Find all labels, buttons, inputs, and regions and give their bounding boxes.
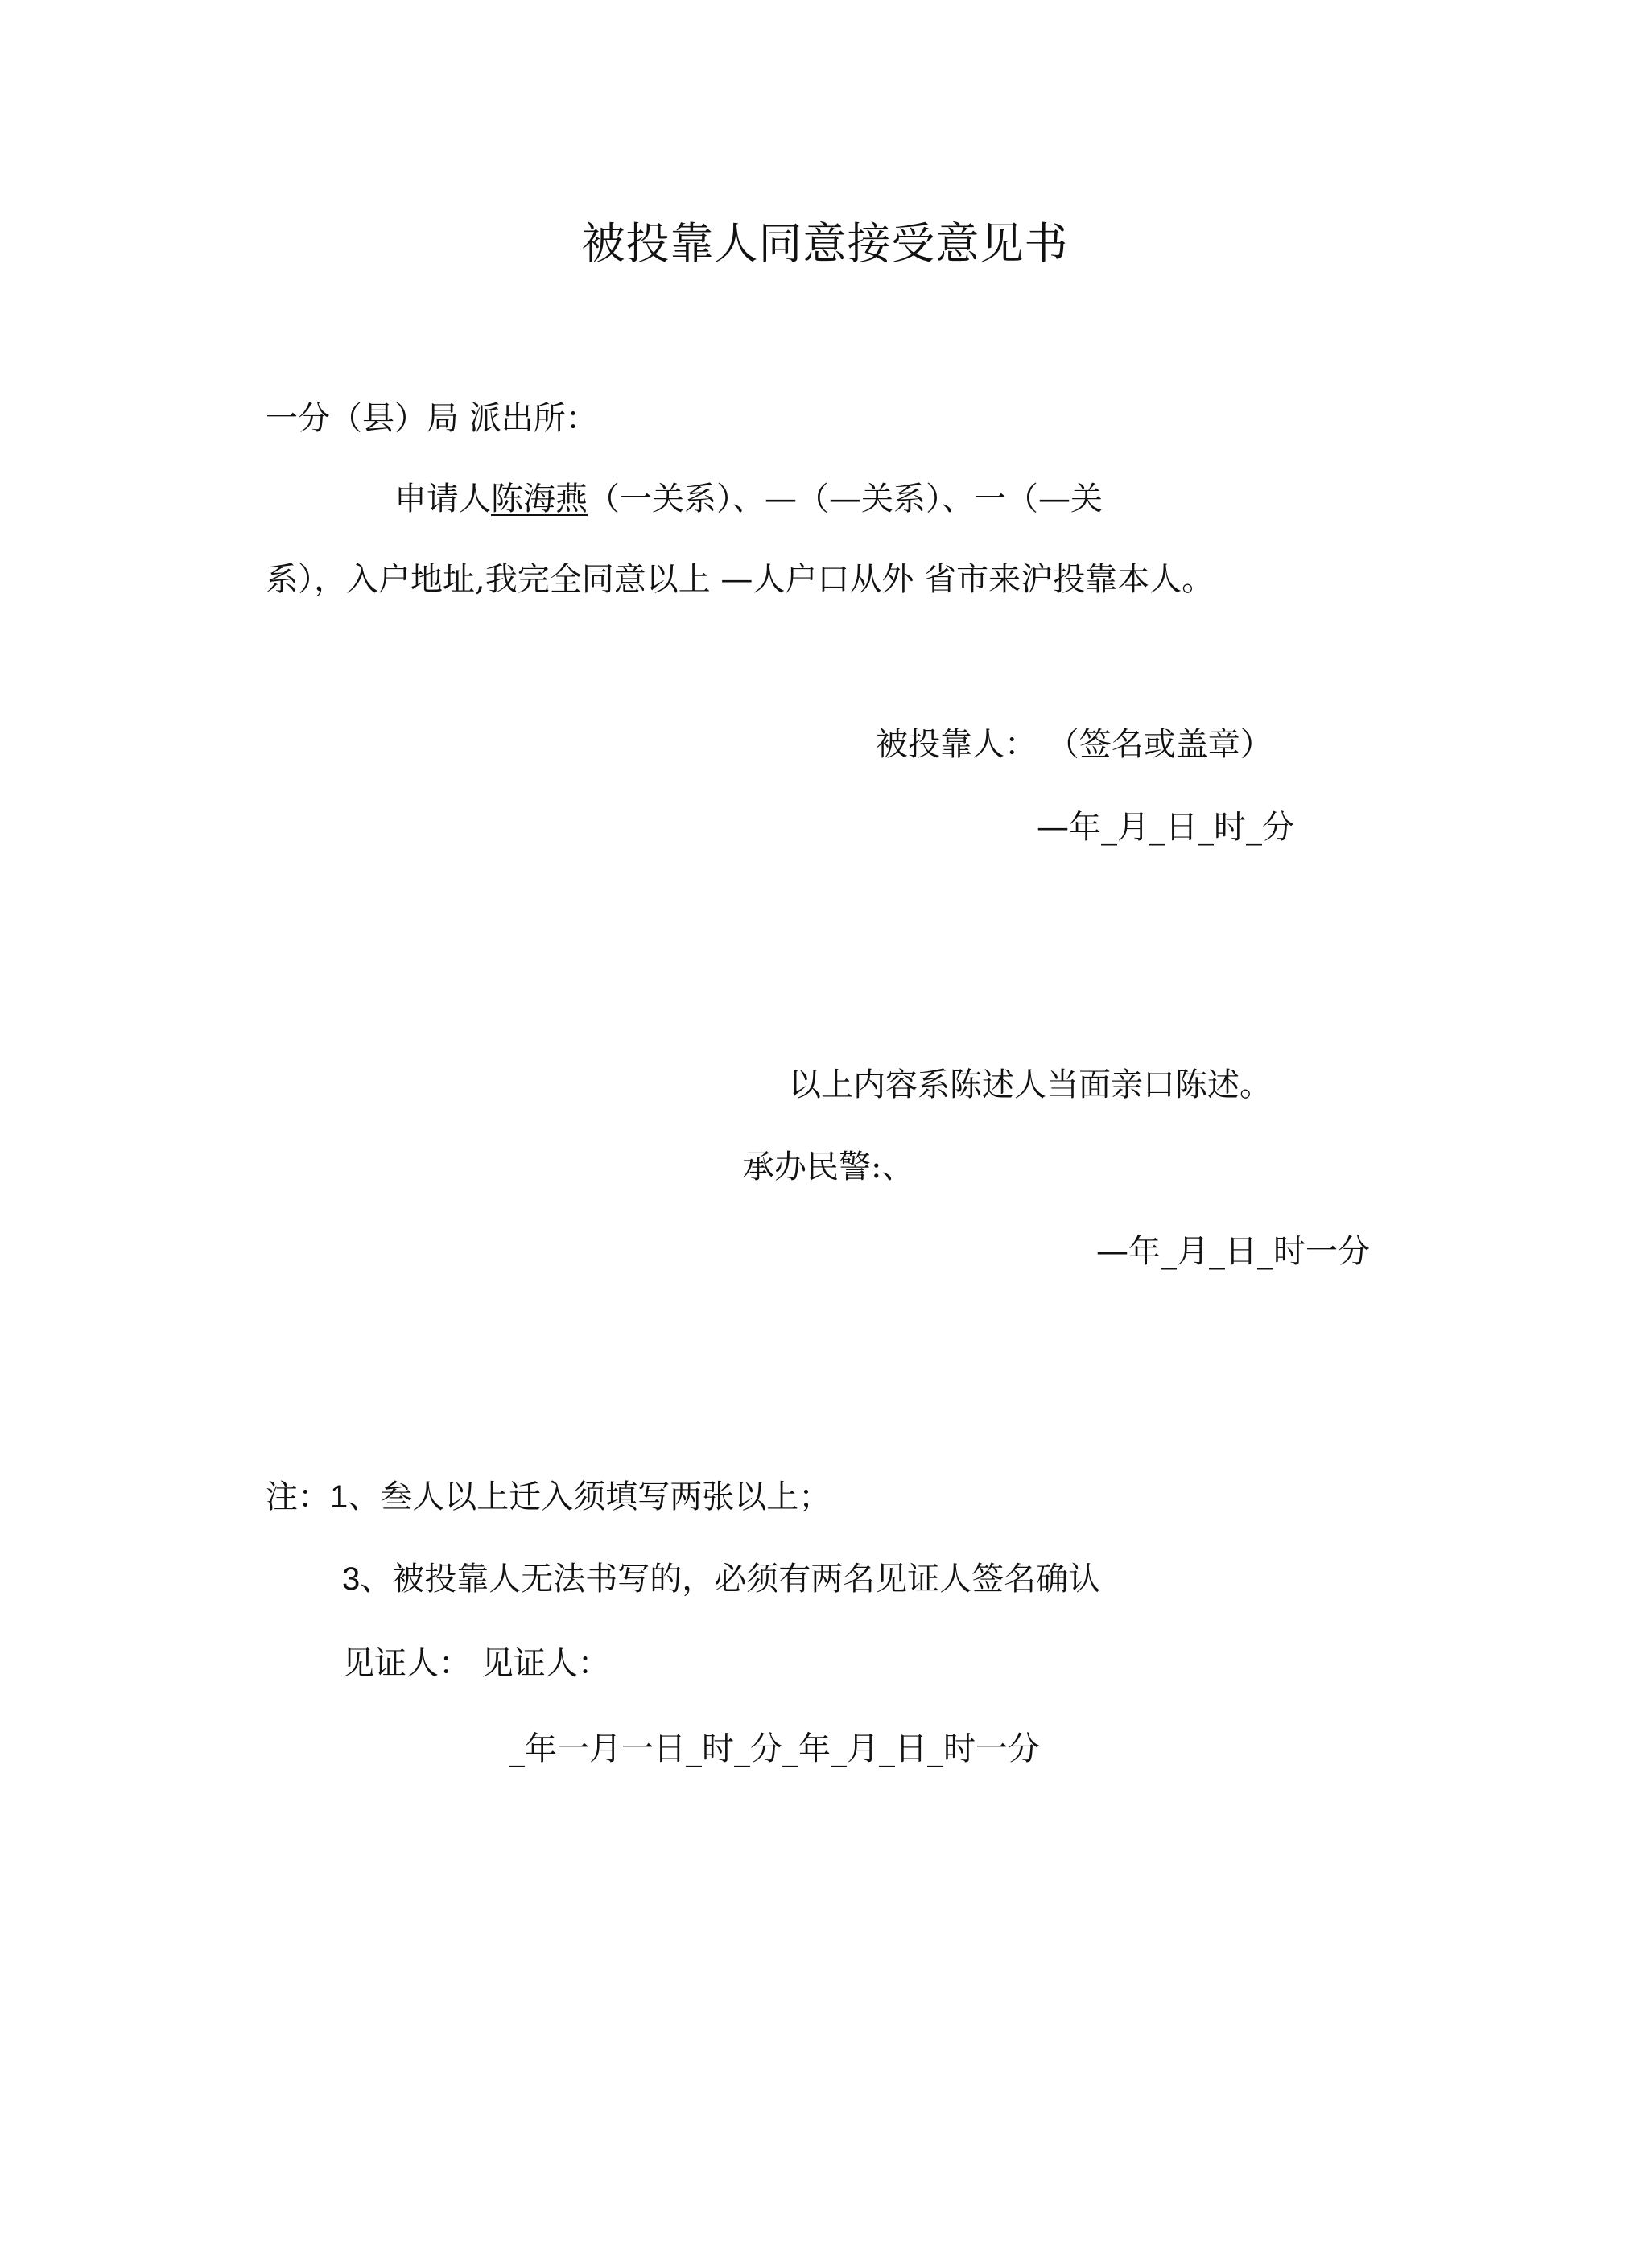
witness-dates: _年一月一日_时_分_年_月_日_时一分	[509, 1730, 1040, 1767]
signature-date: —年_月_日_时_分	[1037, 809, 1294, 846]
note-1-number: 1	[330, 1479, 349, 1515]
note-1	[266, 1478, 831, 1515]
officer-statement: 以上内容系陈述人当面亲口陈述。	[789, 1066, 1272, 1103]
witness-labels: 见证人： 见证人：	[342, 1645, 610, 1682]
officer-date: —年_月_日_时一分	[1096, 1233, 1370, 1270]
body-line-1	[394, 480, 1103, 518]
body-line-2: 系），入户地址,我完全同意以上 —人户口从外 省市来沪投靠本人。	[266, 561, 1215, 598]
note-3-text: 、被投靠人无法书写的，必须有两名见证人签名确认	[360, 1561, 1101, 1598]
signature-label: 被投靠人： （签名或盖章）	[876, 726, 1273, 763]
note-3	[342, 1561, 1101, 1598]
note-prefix: 注：	[266, 1478, 330, 1515]
note-3-number: 3	[342, 1561, 361, 1597]
relationship-text: （一关系）、—（—关系）、一（—关	[588, 480, 1103, 518]
document-title: 被投靠人同意接受意见书	[581, 218, 1069, 269]
applicant-name: 陈海燕	[491, 480, 588, 518]
addressee-line: 一分（县）局 派出所：	[266, 400, 598, 437]
applicant-prefix: 申请人	[394, 480, 491, 518]
note-1-text: 、叁人以上迁入须填写两张以上；	[348, 1478, 831, 1515]
officer-label: 承办民警:、	[742, 1148, 914, 1186]
